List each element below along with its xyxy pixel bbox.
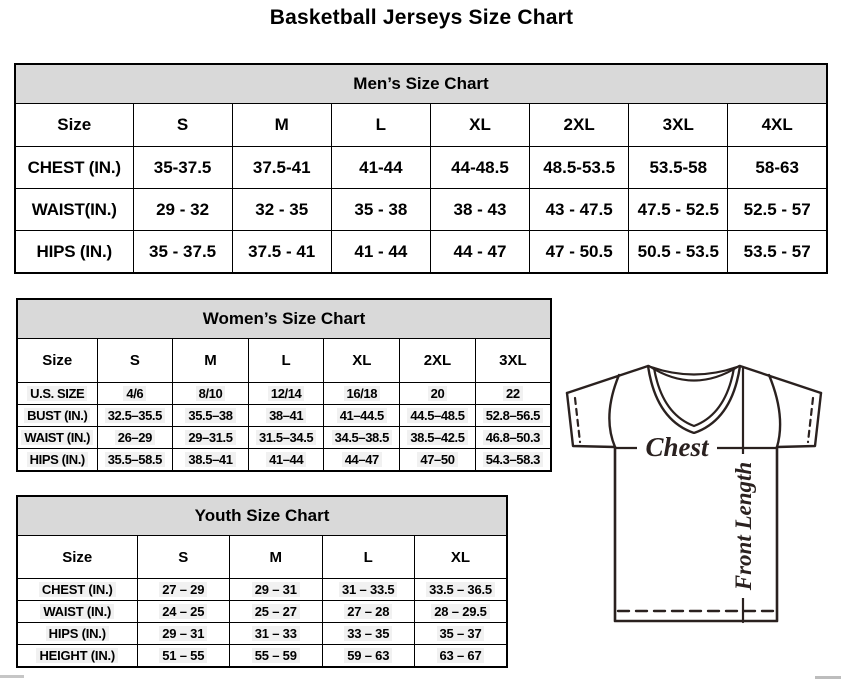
mens-size-value [728, 147, 827, 189]
jersey-right-shoulder-line [740, 366, 821, 393]
youth-row-label [17, 623, 137, 645]
mens-size-value [430, 231, 529, 274]
youth-size-value [230, 623, 323, 645]
youth-size-value-text: 27 – 28 [344, 604, 392, 619]
jersey-right-cuff-dashed-line [808, 398, 813, 442]
womens-data-row [17, 405, 551, 427]
youth-size-table [16, 495, 508, 668]
mens-size-value [430, 189, 529, 231]
chest-label: Chest [645, 432, 709, 462]
youth-table-title [17, 496, 507, 536]
mens-size-value-text: 44 - 47 [453, 241, 507, 261]
youth-size-value [415, 601, 508, 623]
youth-row-label-text: HEIGHT (IN.) [36, 648, 118, 663]
mens-size-value-text: 48.5-53.5 [543, 157, 616, 177]
mens-size-value-text: 53.5-58 [649, 157, 708, 177]
youth-size-value [230, 579, 323, 601]
womens-row-label [17, 383, 97, 405]
mens-table-title [15, 64, 827, 104]
jersey-right-sleeve-edge [777, 393, 821, 447]
youth-data-row [17, 579, 507, 601]
womens-size-value-text: 29–31.5 [185, 430, 235, 445]
youth-size-value [137, 645, 230, 668]
womens-column-header-text: S [129, 352, 140, 369]
mens-column-header-text: 2XL [563, 115, 595, 134]
mens-size-value [133, 189, 232, 231]
womens-data-row [17, 449, 551, 472]
mens-size-value-text: 44-48.5 [451, 157, 509, 177]
womens-row-label-text: WAIST (IN.) [21, 430, 93, 445]
youth-size-value-text: 28 – 29.5 [431, 604, 489, 619]
youth-row-label-text: HIPS (IN.) [46, 626, 109, 641]
womens-size-value [475, 405, 551, 427]
mens-data-row [15, 147, 827, 189]
womens-size-value-text: 4/6 [123, 386, 146, 401]
womens-size-value-text: 12/14 [268, 386, 305, 401]
womens-data-row [17, 427, 551, 449]
jersey-right-sleeve-seam [769, 375, 780, 447]
mens-row-label [15, 147, 133, 189]
mens-size-value-text: 35-37.5 [153, 157, 212, 177]
womens-size-value-text: 47–50 [417, 452, 457, 467]
jersey-diagram-svg [555, 358, 843, 630]
mens-column-header [728, 104, 827, 147]
womens-row-label [17, 427, 97, 449]
youth-size-value-text: 35 – 37 [437, 626, 485, 641]
womens-size-value [248, 427, 324, 449]
youth-row-label [17, 579, 137, 601]
youth-size-value [137, 601, 230, 623]
mens-column-header [232, 104, 331, 147]
jersey-left-cuff-dashed-line [575, 398, 580, 442]
mens-size-value [530, 231, 629, 274]
womens-column-header-text: L [281, 352, 291, 369]
mens-size-value [331, 231, 430, 274]
womens-row-label-text: HIPS (IN.) [27, 452, 88, 467]
youth-size-value-text: 31 – 33.5 [339, 582, 397, 597]
womens-size-value [248, 405, 324, 427]
youth-column-header [230, 536, 323, 579]
front-length-label: Front Length [731, 461, 756, 591]
mens-size-value-text: 52.5 - 57 [743, 199, 811, 219]
jersey-vneck-inner [654, 368, 734, 426]
youth-table [16, 495, 508, 668]
youth-size-value [415, 645, 508, 668]
womens-size-value-text: 8/10 [196, 386, 226, 401]
womens-size-value-text: 32.5–35.5 [105, 408, 165, 423]
youth-column-header [17, 536, 137, 579]
youth-table-title-row [17, 496, 507, 536]
youth-data-row [17, 601, 507, 623]
womens-size-value [248, 449, 324, 472]
youth-data-row [17, 623, 507, 645]
mens-column-header [629, 104, 728, 147]
womens-column-header [173, 339, 249, 383]
mens-column-header-text: 3XL [662, 115, 694, 134]
youth-row-label-text: CHEST (IN.) [39, 582, 116, 597]
mens-column-header [530, 104, 629, 147]
youth-column-header-text: M [269, 548, 282, 566]
womens-size-value [324, 383, 400, 405]
womens-size-value-text: 22 [503, 386, 523, 401]
womens-size-value [173, 405, 249, 427]
mens-table-title-row [15, 64, 827, 104]
jersey-measurement-diagram [555, 358, 843, 630]
youth-size-value-text: 33 – 35 [344, 626, 392, 641]
womens-size-value [324, 427, 400, 449]
womens-column-header-text: 3XL [499, 352, 527, 369]
mens-size-value [430, 147, 529, 189]
youth-size-value-text: 25 – 27 [252, 604, 300, 619]
mens-size-table [14, 63, 828, 274]
mens-column-header-row [15, 104, 827, 147]
mens-column-header-text: XL [469, 115, 491, 134]
youth-size-value-text: 33.5 – 36.5 [426, 582, 495, 597]
mens-size-value [232, 189, 331, 231]
mens-column-header [15, 104, 133, 147]
youth-column-header-text: Size [62, 548, 93, 566]
womens-size-value-text: 52.8–56.5 [483, 408, 543, 423]
womens-column-header [17, 339, 97, 383]
womens-size-value [475, 383, 551, 405]
womens-column-header [324, 339, 400, 383]
youth-column-header [137, 536, 230, 579]
womens-size-value-text: 31.5–34.5 [256, 430, 316, 445]
youth-row-label [17, 645, 137, 668]
womens-row-label-text: BUST (IN.) [24, 408, 90, 423]
womens-size-value-text: 44.5–48.5 [407, 408, 467, 423]
mens-size-value [629, 147, 728, 189]
womens-size-value [400, 383, 476, 405]
mens-size-value [133, 231, 232, 274]
womens-size-table [16, 298, 552, 472]
womens-size-value-text: 41–44.5 [337, 408, 387, 423]
mens-size-value-text: 35 - 37.5 [149, 241, 217, 261]
womens-row-label [17, 449, 97, 472]
youth-size-value-text: 59 – 63 [344, 648, 392, 663]
womens-size-value-text: 16/18 [344, 386, 381, 401]
womens-size-value [173, 383, 249, 405]
womens-size-value-text: 26–29 [115, 430, 155, 445]
mens-size-value-text: 50.5 - 53.5 [637, 241, 719, 261]
youth-size-value [415, 623, 508, 645]
youth-size-value-text: 63 – 67 [437, 648, 485, 663]
mens-column-header-text: L [375, 115, 387, 134]
mens-size-value [728, 231, 827, 274]
womens-size-value-text: 35.5–58.5 [105, 452, 165, 467]
womens-table [16, 298, 552, 472]
mens-size-value [728, 189, 827, 231]
youth-column-header [322, 536, 415, 579]
mens-size-value-text: 43 - 47.5 [545, 199, 613, 219]
youth-table-title-text: Youth Size Chart [194, 506, 330, 525]
youth-size-value-text: 31 – 33 [252, 626, 300, 641]
womens-size-value [400, 405, 476, 427]
youth-size-value-text: 24 – 25 [159, 604, 207, 619]
womens-size-value-text: 35.5–38 [185, 408, 235, 423]
womens-size-value-text: 44–47 [342, 452, 382, 467]
mens-column-header [133, 104, 232, 147]
womens-column-header-text: M [204, 352, 217, 369]
womens-column-header-row [17, 339, 551, 383]
mens-size-value [629, 231, 728, 274]
womens-size-value-text: 38.5–42.5 [407, 430, 467, 445]
womens-size-value [324, 405, 400, 427]
youth-size-value [137, 579, 230, 601]
youth-size-value [322, 601, 415, 623]
mens-column-header-text: Size [57, 115, 92, 134]
womens-table-title-text: Women’s Size Chart [202, 309, 366, 328]
mens-size-value [331, 189, 430, 231]
womens-column-header-text: XL [352, 352, 372, 369]
mens-size-value-text: 53.5 - 57 [743, 241, 811, 261]
mens-row-label [15, 189, 133, 231]
youth-size-value [230, 601, 323, 623]
womens-size-value-text: 38–41 [266, 408, 306, 423]
page-edge-artifact-left [0, 675, 24, 678]
womens-size-value-text: 54.3–58.3 [483, 452, 543, 467]
womens-column-header [475, 339, 551, 383]
mens-column-header-text: M [274, 115, 289, 134]
mens-data-row [15, 231, 827, 274]
jersey-left-sleeve-seam [609, 375, 619, 447]
womens-size-value [475, 427, 551, 449]
youth-size-value [322, 579, 415, 601]
womens-size-value [97, 405, 173, 427]
womens-row-label [17, 405, 97, 427]
mens-column-header-text: S [176, 115, 189, 134]
mens-size-value [530, 147, 629, 189]
youth-size-value-text: 55 – 59 [252, 648, 300, 663]
youth-row-label [17, 601, 137, 623]
mens-size-value-text: 37.5-41 [252, 157, 311, 177]
jersey-vneck-outer [648, 366, 740, 433]
womens-column-header [97, 339, 173, 383]
mens-column-header [430, 104, 529, 147]
mens-size-value-text: 58-63 [755, 157, 799, 177]
mens-row-label-text: HIPS (IN.) [36, 241, 112, 261]
womens-size-value-text: 34.5–38.5 [332, 430, 392, 445]
womens-size-value-text: 20 [428, 386, 448, 401]
mens-size-value-text: 38 - 43 [453, 199, 507, 219]
mens-column-header-text: 4XL [761, 115, 793, 134]
jersey-left-sleeve-edge [567, 393, 615, 447]
womens-table-title-row [17, 299, 551, 339]
mens-row-label [15, 231, 133, 274]
jersey-left-shoulder-line [567, 366, 648, 393]
mens-size-value [530, 189, 629, 231]
womens-data-row [17, 383, 551, 405]
mens-size-value [629, 189, 728, 231]
womens-size-value [97, 449, 173, 472]
womens-size-value [324, 449, 400, 472]
youth-column-header-text: S [178, 548, 189, 566]
youth-column-header-text: L [363, 548, 373, 566]
womens-column-header [248, 339, 324, 383]
youth-size-value-text: 29 – 31 [252, 582, 300, 597]
youth-size-value-text: 27 – 29 [159, 582, 207, 597]
mens-size-value-text: 41-44 [359, 157, 403, 177]
front-length-label-group [729, 454, 756, 598]
mens-data-row [15, 189, 827, 231]
youth-size-value [415, 579, 508, 601]
womens-size-value [97, 427, 173, 449]
jersey-collar-inner-arc [649, 366, 739, 381]
youth-size-value [137, 623, 230, 645]
womens-column-header-text: 2XL [423, 352, 452, 369]
mens-size-value [232, 147, 331, 189]
mens-size-value-text: 29 - 32 [156, 199, 210, 219]
mens-size-value-text: 37.5 - 41 [248, 241, 316, 261]
mens-size-value-text: 47.5 - 52.5 [637, 199, 719, 219]
mens-row-label-text: WAIST(IN.) [31, 199, 117, 219]
page-title: Basketball Jerseys Size Chart [269, 6, 574, 29]
youth-row-label-text: WAIST (IN.) [40, 604, 114, 619]
mens-size-value-text: 35 - 38 [354, 199, 408, 219]
mens-size-value-text: 41 - 44 [354, 241, 408, 261]
youth-size-value-text: 29 – 31 [159, 626, 207, 641]
youth-size-value [230, 645, 323, 668]
womens-size-value [173, 449, 249, 472]
mens-size-value [331, 147, 430, 189]
youth-size-value [322, 645, 415, 668]
mens-row-label-text: CHEST (IN.) [27, 157, 121, 177]
mens-size-value [133, 147, 232, 189]
mens-table [14, 63, 828, 274]
womens-size-value [248, 383, 324, 405]
mens-table-title-text: Men’s Size Chart [353, 74, 489, 93]
womens-row-label-text: U.S. SIZE [27, 386, 87, 401]
womens-column-header [400, 339, 476, 383]
womens-size-value [97, 383, 173, 405]
mens-size-value-text: 32 - 35 [255, 199, 309, 219]
mens-column-header [331, 104, 430, 147]
youth-column-header [415, 536, 508, 579]
womens-column-header-text: Size [42, 352, 73, 369]
womens-size-value [400, 427, 476, 449]
mens-size-value [232, 231, 331, 274]
womens-size-value-text: 46.8–50.3 [483, 430, 543, 445]
youth-data-row [17, 645, 507, 668]
youth-column-header-text: XL [450, 548, 471, 566]
youth-size-value [322, 623, 415, 645]
womens-size-value [475, 449, 551, 472]
womens-size-value [173, 427, 249, 449]
womens-table-title [17, 299, 551, 339]
mens-size-value-text: 47 - 50.5 [545, 241, 613, 261]
womens-size-value-text: 41–44 [266, 452, 306, 467]
womens-size-value-text: 38.5–41 [185, 452, 235, 467]
womens-size-value [400, 449, 476, 472]
youth-size-value-text: 51 – 55 [159, 648, 207, 663]
youth-column-header-row [17, 536, 507, 579]
